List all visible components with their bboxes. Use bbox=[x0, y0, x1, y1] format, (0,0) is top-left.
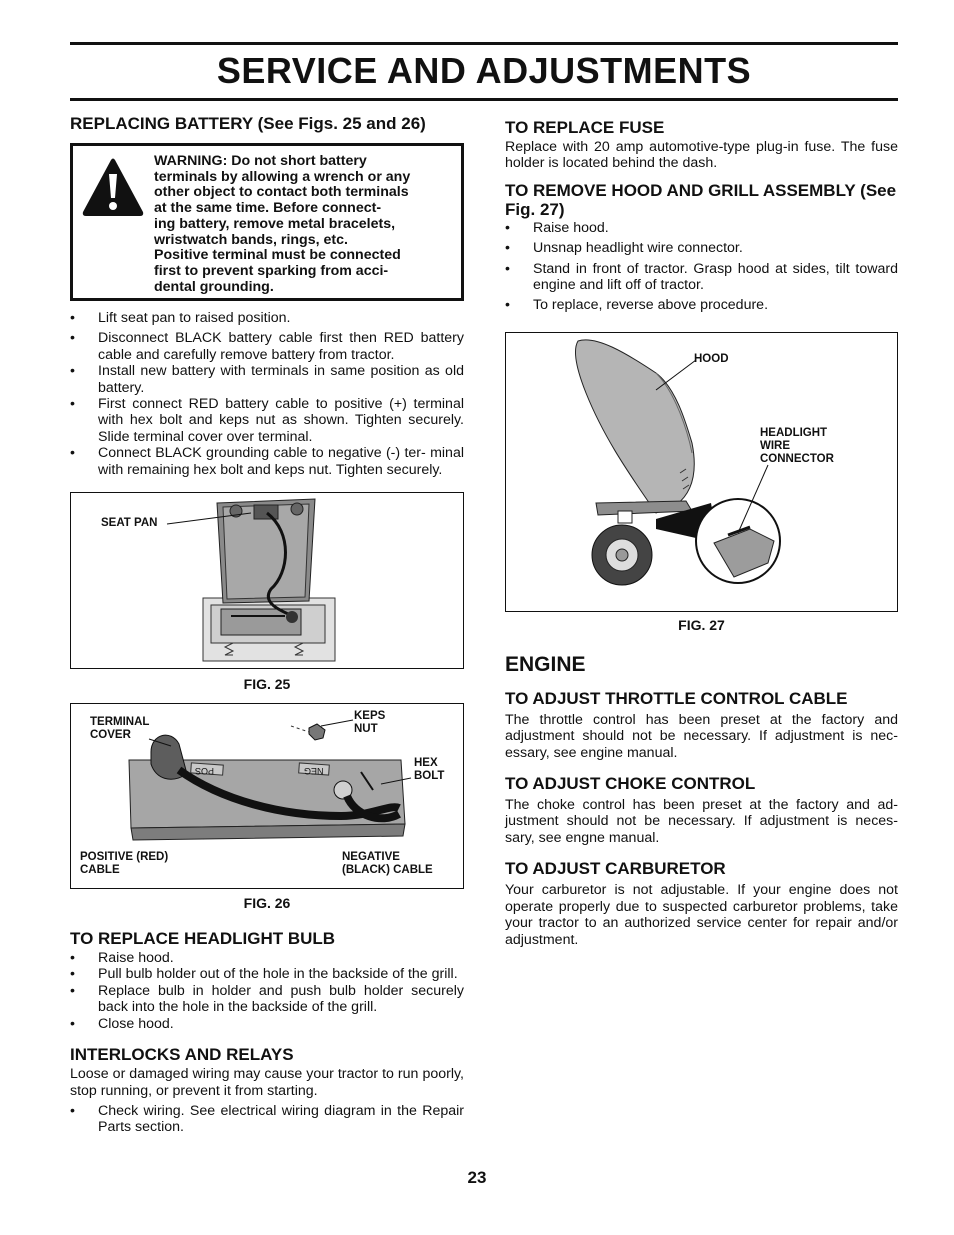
engine-heading: ENGINE bbox=[505, 652, 586, 676]
headlight-heading: TO REPLACE HEADLIGHT BULB bbox=[70, 929, 336, 949]
hood-illustration bbox=[506, 333, 897, 611]
interlocks-steps bbox=[70, 1103, 464, 1136]
label-terminal-cover: TERMINAL COVER bbox=[90, 716, 150, 742]
warning-line: first to prevent sparking from acci- bbox=[154, 262, 389, 279]
list-item: • Connect BLACK grounding cable to negative (-) ter- minal with remaining hex bolt and keps nut. Tighten securely. bbox=[70, 445, 464, 478]
label-hex-bolt: HEX BOLT bbox=[414, 757, 445, 783]
throttle-heading: TO ADJUST THROTTLE CONTROL CABLE bbox=[505, 688, 848, 708]
choke-text: The choke control has been preset at the factory and ad- justment should not be necessary. If adjustment is neces- sary, see engne manual. bbox=[505, 797, 898, 846]
list-item: • Lift seat pan to raised position. bbox=[70, 310, 464, 326]
warning-line: terminals by allowing a wrench or any bbox=[154, 168, 411, 185]
figure-27 bbox=[505, 332, 898, 612]
figure-25-caption: FIG. 25 bbox=[243, 676, 291, 693]
list-item: • Install new battery with terminals in same position as old battery. bbox=[70, 363, 464, 396]
label-seat-pan: SEAT PAN bbox=[101, 517, 158, 530]
list-item: • Stand in front of tractor. Grasp hood at sides, tilt toward engine and lift off of tractor. bbox=[505, 261, 898, 294]
title-rule bbox=[70, 98, 898, 101]
label-keps-nut: KEPS NUT bbox=[354, 710, 386, 736]
fuse-text: Replace with 20 amp automotive-type plug-in fuse. The fuse holder is located behind the dash. bbox=[505, 139, 898, 172]
warning-line: WARNING: Do not short battery bbox=[154, 153, 367, 169]
hood-heading: TO REMOVE HOOD AND GRILL ASSEMBLY (See Fig. 27) bbox=[505, 180, 897, 219]
neg-mark: NEG bbox=[304, 766, 324, 777]
headlight-steps bbox=[70, 950, 464, 1032]
label-headlight-connector: HEADLIGHT WIRE CONNECTOR bbox=[760, 426, 834, 465]
warning-line: dental grounding. bbox=[154, 278, 274, 295]
battery-heading: REPLACING BATTERY (See Figs. 25 and 26) bbox=[70, 114, 426, 133]
warning-line: other object to contact both terminals bbox=[154, 184, 409, 201]
pos-mark: POS bbox=[195, 766, 215, 777]
list-item: • Pull bulb holder out of the hole in the backside of the grill. bbox=[70, 966, 464, 982]
right-column bbox=[505, 118, 898, 948]
throttle-text: The throttle control has been preset at the factory and adjustment should not be necessary. If adjustment is nec- essary, see engine manual. bbox=[505, 711, 898, 761]
label-hood: HOOD bbox=[694, 352, 729, 365]
list-item: • Unsnap headlight wire connector. bbox=[505, 240, 898, 256]
interlocks-heading: INTERLOCKS AND RELAYS bbox=[70, 1045, 294, 1065]
warning-line: at the same time. Before connect- bbox=[154, 200, 382, 217]
choke-heading: TO ADJUST CHOKE CONTROL bbox=[505, 774, 756, 794]
label-negative-cable: NEGATIVE (BLACK) CABLE bbox=[342, 851, 433, 877]
list-item: • Close hood. bbox=[70, 1016, 464, 1032]
label-positive-cable: POSITIVE (RED) CABLE bbox=[80, 851, 169, 877]
list-item: • Check wiring. See electrical wiring diagram in the Repair Parts section. bbox=[70, 1103, 464, 1136]
list-item: • Raise hood. bbox=[70, 950, 464, 966]
figure-27-caption: FIG. 27 bbox=[678, 616, 725, 633]
carb-heading: TO ADJUST CARBURETOR bbox=[505, 859, 726, 879]
page-number: 23 bbox=[467, 1168, 487, 1187]
figure-25 bbox=[70, 492, 464, 669]
warning-line: wristwatch bands, rings, etc. bbox=[154, 231, 348, 248]
list-item: • First connect RED battery cable to positive (+) terminal with hex bolt and keps nut as shown. Tighten securely. Slide terminal cover over terminal. bbox=[70, 396, 464, 445]
interlocks-text: Loose or damaged wiring may cause your tractor to run poorly, stop running, or prevent it from starting. bbox=[70, 1066, 464, 1099]
top-rule bbox=[70, 42, 898, 45]
list-item: • Disconnect BLACK battery cable first then RED battery cable and carefully remove battery from tractor. bbox=[70, 330, 464, 363]
figure-26-caption: FIG. 26 bbox=[243, 895, 291, 912]
warning-icon bbox=[81, 156, 145, 220]
list-item: • Replace bulb in holder and push bulb holder securely back into the hole in the backside of the grill. bbox=[70, 983, 464, 1016]
figure-26 bbox=[70, 703, 464, 889]
warning-line: Positive terminal must be connected bbox=[154, 247, 401, 264]
warning-line: ing battery, remove metal bracelets, bbox=[154, 215, 396, 232]
hood-steps bbox=[505, 220, 898, 314]
fuse-heading: TO REPLACE FUSE bbox=[505, 118, 665, 137]
list-item: • Raise hood. bbox=[505, 220, 898, 236]
page-title: SERVICE AND ADJUSTMENTS bbox=[216, 50, 752, 91]
warning-text bbox=[154, 154, 444, 295]
list-item: • To replace, reverse above procedure. bbox=[505, 297, 898, 313]
carb-text: Your carburetor is not adjustable. If your engine does not operate properly due to suspected carburetor problems, take your tractor to an authorized service center for repair and/or adjustment. bbox=[505, 882, 898, 948]
left-column bbox=[70, 114, 464, 1136]
battery-steps bbox=[70, 310, 464, 478]
warning-box bbox=[70, 143, 464, 301]
